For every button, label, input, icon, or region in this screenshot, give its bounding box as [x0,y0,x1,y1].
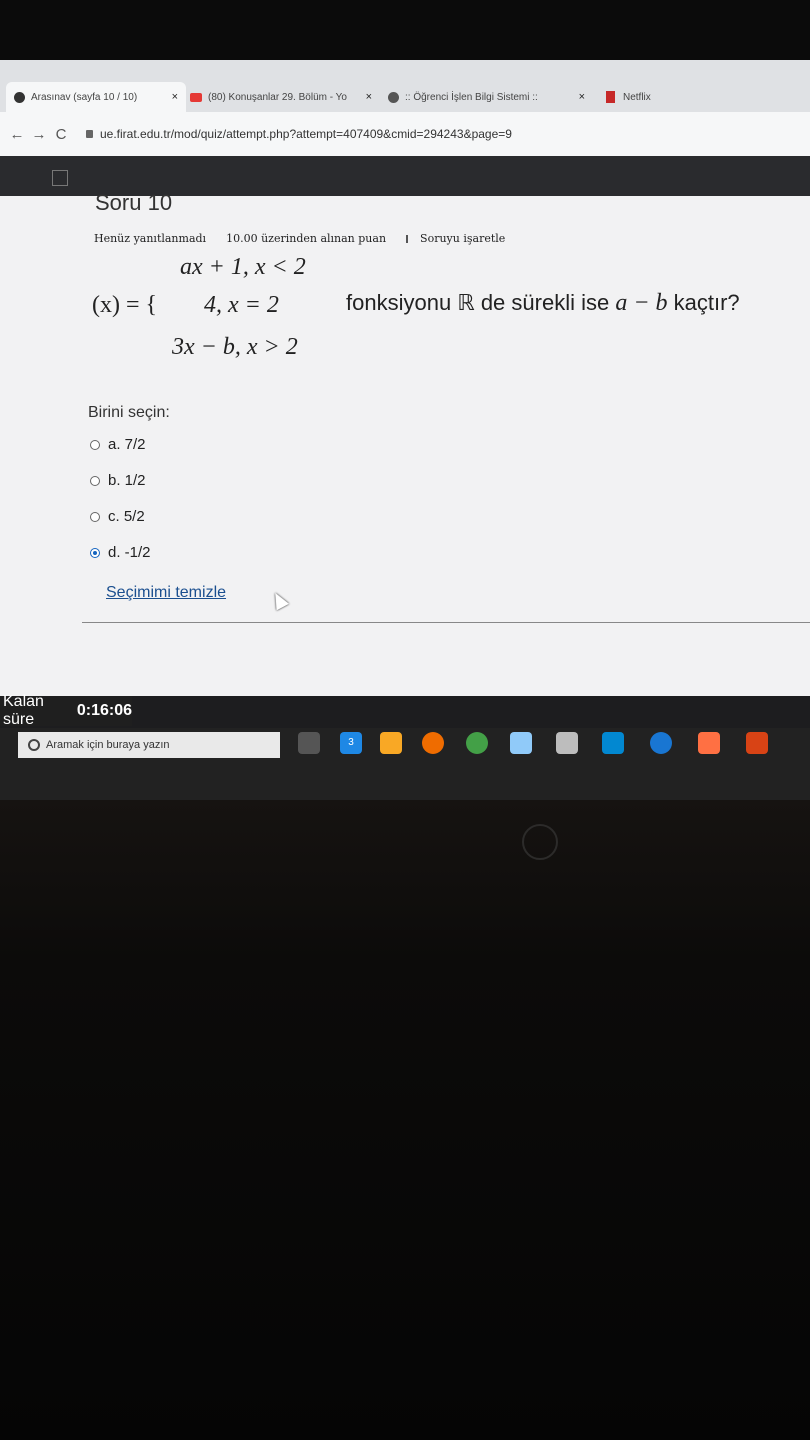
university-logo-icon[interactable] [52,170,68,186]
radio-option-c[interactable] [90,512,100,522]
question-title: Soru 10 [95,190,173,215]
tab-netflix[interactable] [606,82,716,112]
close-icon[interactable]: × [578,91,585,103]
netflix-icon [606,91,615,103]
lock-icon [86,130,93,138]
flag-question-link[interactable]: Soruyu işaretle [406,232,505,245]
address-bar[interactable] [86,127,512,141]
avast-icon[interactable] [698,732,720,754]
option-c[interactable]: c. 5/2 [90,508,145,525]
mouse-cursor-icon [269,590,289,611]
function-case-2: 4, x = 2 [204,292,279,318]
dropbox-icon[interactable] [510,732,532,754]
reload-button[interactable]: C [55,125,67,143]
tab-quiz[interactable] [6,82,186,112]
search-icon [28,739,40,751]
function-case-1: ax + 1, x < 2 [180,254,306,280]
answer-prompt: Birini seçin: [88,404,170,421]
mail-icon[interactable]: 3 [340,732,362,754]
radio-option-a[interactable] [90,440,100,450]
time-remaining: Kalan süre 0:16:06 [0,696,132,726]
taskbar [0,728,810,800]
divider [82,622,810,623]
browser-toolbar [0,112,810,157]
function-case-3: 3x − b, x > 2 [172,334,298,360]
tab-obs[interactable] [388,82,593,112]
file-explorer-icon[interactable] [380,732,402,754]
app-icon[interactable] [602,732,624,754]
hp-logo-icon [522,824,558,860]
radio-option-b[interactable] [90,476,100,486]
expression: a − b [615,290,668,316]
edge-icon[interactable] [650,732,672,754]
task-view-icon[interactable] [298,732,320,754]
tab-title: (80) Konuşanlar 29. Bölüm - Yo [208,91,347,103]
option-a[interactable]: a. 7/2 [90,436,146,453]
question-info [94,232,505,245]
url-text: ue.firat.edu.tr/mod/quiz/attempt.php?attempt=407409&cmid=294243&page=9 [100,127,512,141]
university-logo-text-icon [80,170,140,182]
question-text: fonksiyonu ℝ de sürekli ise a − b kaçtır? [346,290,740,316]
radio-option-d[interactable] [90,548,100,558]
flag-icon [406,235,416,243]
moodle-icon [14,92,25,103]
back-button[interactable]: ← [9,125,25,143]
close-icon[interactable]: × [171,91,178,103]
laptop-bezel [0,800,810,1440]
screen [0,60,810,800]
globe-icon [388,92,399,103]
tab-title: Netflix [623,91,651,103]
question-status: Henüz yanıtlanmadı [94,232,207,245]
firefox-icon[interactable] [422,732,444,754]
option-b[interactable]: b. 1/2 [90,472,146,489]
close-icon[interactable]: × [365,91,372,103]
tab-title: :: Öğrenci İşlen Bilgi Sistemi :: [405,91,538,103]
taskbar-search[interactable]: Aramak için buraya yazın [18,732,280,758]
option-d[interactable]: d. -1/2 [90,544,151,561]
youtube-icon [190,93,202,102]
tab-title: Arasınav (sayfa 10 / 10) [31,91,138,103]
clear-choice-link[interactable]: Seçimimi temizle [106,584,227,601]
browser-tab-bar [0,60,810,112]
question-points: 10.00 üzerinden alınan puan [226,232,387,245]
quiz-content [0,190,810,696]
function-label: (x) = { [92,292,158,318]
tab-youtube[interactable] [190,82,380,112]
chrome-icon[interactable] [466,732,488,754]
forward-button[interactable]: → [31,125,47,143]
store-icon[interactable] [556,732,578,754]
powerpoint-icon[interactable] [746,732,768,754]
